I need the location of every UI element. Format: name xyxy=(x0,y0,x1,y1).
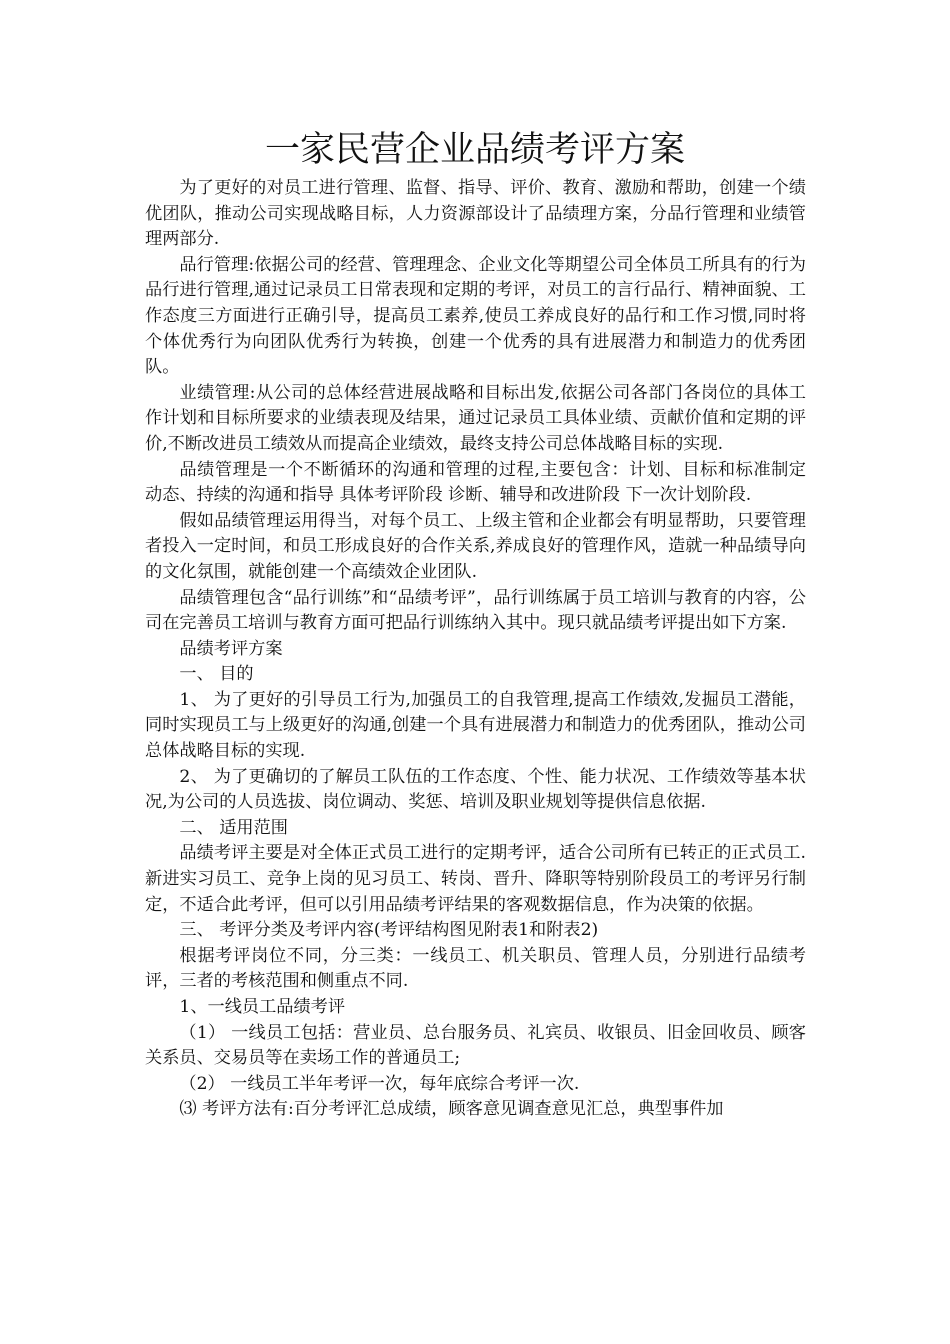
subsection-heading-frontline: 1、一线员工品绩考评 xyxy=(179,997,346,1017)
paragraph-purpose-2: 2、 为了更确切的了解员工队伍的工作态度、个性、能力状况、工作绩效等基本状况,为公司的人员选拔、岗位调动、奖惩、培训及职业规划等提供信息依据. xyxy=(145,766,806,813)
paragraph-applicable-scope: 品绩考评主要是对全体正式员工进行的定期考评，适合公司所有已转正的正式员工.新进实习员工、竞争上岗的见习员工、转岗、晋升、降职等特别阶段员工的考评另行制定，不适合此考评，但可以引用品绩考评结果的客观数据信息，作为决策的依据。 xyxy=(145,843,806,915)
paragraph-frontline-1: （1） 一线员工包括：营业员、总台服务员、礼宾员、收银员、旧金回收员、顾客关系员、交易员等在卖场工作的普通员工; xyxy=(145,1022,806,1069)
section-heading-applicable-scope: 二、 适用范围 xyxy=(179,817,288,838)
paragraph-intro: 为了更好的对员工进行管理、监督、指导、评价、教育、激励和帮助，创建一个绩优团队，推动公司实现战略目标，人力资源部设计了品绩理方案，分品行管理和业绩管理两部分. xyxy=(145,178,806,250)
paragraph-scope-of-plan: 品绩管理包含“品行训练”和“品绩考评”，品行训练属于员工培训与教育的内容，公司在完善员工培训与教育方面可把品行训练纳入其中。现只就品绩考评提出如下方案. xyxy=(145,587,806,634)
document-body xyxy=(145,176,806,1123)
paragraph-purpose-1: 1、 为了更好的引导员工行为,加强员工的自我管理,提高工作绩效,发掘员工潜能，同时实现员工与上级更好的沟通,创建一个具有进展潜力和制造力的优秀团队，推动公司总体战略目标的实现. xyxy=(145,689,806,762)
section-heading-purpose: 一、 目的 xyxy=(179,664,254,685)
paragraph-benefits: 假如品绩管理运用得当，对每个员工、上级主管和企业都会有明显帮助，只要管理者投入一定时间，和员工形成良好的合作关系,养成良好的管理作风，造就一种品绩导向的文化氛围，就能创建一个高绩效企业团队. xyxy=(145,510,806,582)
paragraph-frontline-3: ⑶ 考评方法有:百分考评汇总成绩，顾客意见调查意见汇总，典型事件加 xyxy=(179,1099,724,1120)
paragraph-performance-management: 业绩管理:从公司的总体经营进展战略和目标出发,依据公司各部门各岗位的具体工作计划和目标所要求的业绩表现及结果，通过记录员工具体业绩、贡献价值和定期的评价,不断改进员工绩效从而提高企业绩效，最终支持公司总体战略目标的实现. xyxy=(145,382,806,454)
paragraph-categories: 根据考评岗位不同，分三类：一线员工、机关职员、管理人员，分别进行品绩考评，三者的考核范围和侧重点不同. xyxy=(145,945,806,992)
paragraph-management-cycle: 品绩管理是一个不断循环的沟通和管理的过程,主要包含：计划、目标和标准制定 动态、持续的沟通和指导 具体考评阶段 诊断、辅导和改进阶段 下一次计划阶段. xyxy=(145,459,806,506)
paragraph-frontline-2: （2） 一线员工半年考评一次，每年底综合考评一次. xyxy=(179,1073,580,1094)
document-title: 一家民营企业品绩考评方案 xyxy=(264,130,685,170)
paragraph-conduct-management: 品行管理:依据公司的经营、管理理念、企业文化等期望公司全体员工所具有的行为品行进行管理,通过记录员工日常表现和定期的考评，对员工的言行品行、精神面貌、工作态度三方面进行正确引导，提高员工素养,使员工养成良好的品行和工作习惯,同时将个体优秀行为向团队优秀行为转换，创建一个优秀的具有进展潜力和制造力的优秀团队。 xyxy=(145,254,806,378)
section-heading-categories: 三、 考评分类及考评内容(考评结构图见附表1和附表2) xyxy=(179,920,599,941)
section-heading-plan: 品绩考评方案 xyxy=(179,638,283,659)
